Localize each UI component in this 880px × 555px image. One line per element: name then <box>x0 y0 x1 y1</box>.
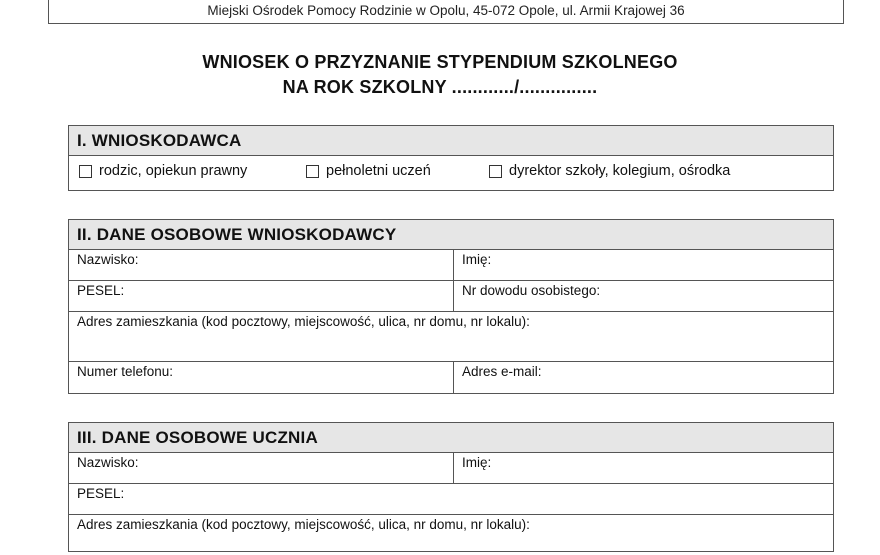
checkbox[interactable] <box>306 165 319 178</box>
option-label: rodzic, opiekun prawny <box>99 163 248 179</box>
applicant-name-field[interactable]: Imię: <box>453 250 833 280</box>
option-label: pełnoletni uczeń <box>326 163 431 179</box>
applicant-id-number-field[interactable]: Nr dowodu osobistego: <box>453 281 833 311</box>
option-label: dyrektor szkoły, kolegium, ośrodka <box>509 163 731 179</box>
option-parent[interactable] <box>79 163 247 179</box>
section-heading: II. DANE OSOBOWE WNIOSKODAWCY <box>69 220 833 250</box>
institution-address: Miejski Ośrodek Pomocy Rodzinie w Opolu, 45-072 Opole, ul. Armii Krajowej 36 <box>207 3 685 18</box>
applicant-pesel-field[interactable]: PESEL: <box>77 283 125 298</box>
option-adult-student[interactable] <box>306 163 431 179</box>
student-address-field[interactable]: Adres zamieszkania (kod pocztowy, miejscowość, ulica, nr domu, nr lokalu): <box>77 517 530 532</box>
checkbox[interactable] <box>79 165 92 178</box>
applicant-address-field[interactable]: Adres zamieszkania (kod pocztowy, miejscowość, ulica, nr domu, nr lokalu): <box>77 314 530 329</box>
student-name-field[interactable]: Imię: <box>453 453 833 483</box>
student-pesel-field[interactable]: PESEL: <box>77 486 125 501</box>
applicant-email-field[interactable]: Adres e-mail: <box>453 362 833 393</box>
form-title-line2: NA ROK SZKOLNY ............/............... <box>282 77 598 97</box>
applicant-surname-field[interactable]: Nazwisko: <box>77 252 139 267</box>
option-school-director[interactable] <box>489 163 730 179</box>
form-title-line1: WNIOSEK O PRZYZNANIE STYPENDIUM SZKOLNEGO <box>202 52 678 72</box>
section-heading: I. WNIOSKODAWCA <box>69 126 833 156</box>
student-surname-field[interactable]: Nazwisko: <box>77 455 139 470</box>
checkbox[interactable] <box>489 165 502 178</box>
section-heading: III. DANE OSOBOWE UCZNIA <box>69 423 833 453</box>
section-applicant <box>68 125 834 191</box>
section-student-data <box>68 422 834 552</box>
section-applicant-data <box>68 219 834 394</box>
applicant-phone-field[interactable]: Numer telefonu: <box>77 364 174 379</box>
